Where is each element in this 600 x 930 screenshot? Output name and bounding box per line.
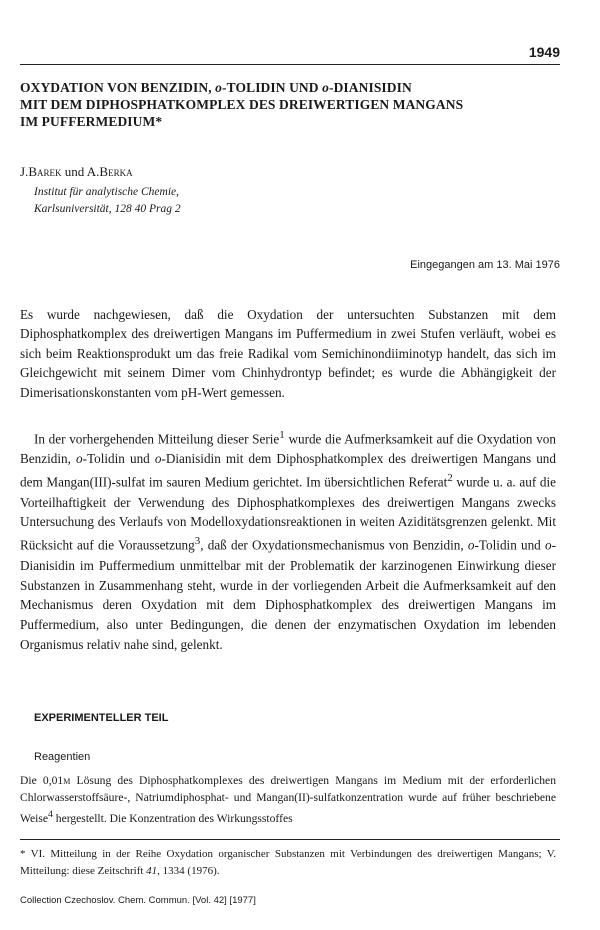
page-number: 1949: [528, 44, 560, 60]
abstract: [20, 305, 556, 402]
article-title: OXYDATION VON BENZIDIN, o-TOLIDIN UND o-DIANISIDIN MIT DEM DIPHOSPHATKOMPLEX DES DREIWERTIGEN MANGANS IM PUFFERMEDIUM*: [20, 80, 464, 129]
intro-paragraph: In der vorhergehenden Mitteilung dieser Serie$^1$ wurde die Aufmerksamkeit auf die Oxydation von Benzidin, o-Tolidin und o-Dianisidin mit dem Diphosphatkomplex des dreiwertigen Mangans und dem Mangan(III)-sulfat im sauren Medium gerichtet. Im übersichtlichen Referat$^2$ wurde u. a. auf die Vorteilhaftigkeit der Verwendung des Diphosphatkomplexes des dreiwertigen Mangans zwecks Untersuchung des Verlaufs von Modelloxydationsreaktionen in weiten Aziditätsgrenzen gelenkt. Mit Rücksicht auf die Voraussetzung$^3$, daß der Oxydationsmechanismus von Benzidin, o-Tolidin und o-Dianisidin im Puffermedium unmittelbar mit der Problematik der karzinogenen Einwirkung dieser Substanzen in Zusammenhang steht, wurde in der vorliegenden Arbeit die Aufmerksamkeit auf den Mechanismus deren Oxydation mit dem Diphosphatkomplex des dreiwertigen Mangans im Puffermedium, also unter Bedingungen, die denen der enzymatischen Oxydation im lebenden Organismus relativ nahe sind, gelenkt.: [20, 429, 556, 653]
introduction: [20, 426, 556, 655]
section-heading: EXPERIMENTELLER TEIL: [34, 712, 169, 724]
reagents-paragraph: Die 0,01m Lösung des Diphosphatkomplexes des dreiwertigen Mangans im Medium mit der erforderlichen Chlorwasserstoffsäure-, Natriumdiphosphat- und Mangan(II)-sulfatkonzentration wurde auf früher beschriebene Weise$^4$ hergestellt. Die Konzentration des Wirkungsstoffes: [20, 774, 557, 826]
received-date: Eingegangen am 13. Mai 1976: [410, 259, 560, 271]
journal-footer: Collection Czechoslov. Chem. Commun. [Vol. 42] [1977]: [20, 895, 256, 906]
affiliation: Institut für analytische Chemie, Karlsuniversität, 128 40 Prag 2: [34, 186, 181, 215]
authors: J.Barek und A.Berka: [20, 164, 133, 179]
footnote: * VI. Mitteilung in der Reihe Oxydation organischer Substanzen mit Verbindungen des dreiwertigen Mangans; V. Mitteilung: diese Zeitschrift 41, 1334 (1976).: [20, 848, 556, 877]
subsection-heading: Reagentien: [34, 751, 91, 763]
header-rule: [20, 64, 560, 65]
footnote-rule: [20, 839, 560, 840]
abstract-text: Es wurde nachgewiesen, daß die Oxydation der untersuchten Substanzen mit dem Diphosphatkomplex des dreiwertigen Mangans im Puffermedium in zwei Stufen verläuft, wobei es sich beim Reaktionsprodukt um das freie Radikal vom Semichinondiiminotyp handelt, das sich im Gleichgewicht mit seinem Dimer vom Chinhydrontyp befindet; es wurde die Abhängigkeit der Dimerisationskonstanten vom pH-Wert gemessen.: [20, 307, 556, 400]
